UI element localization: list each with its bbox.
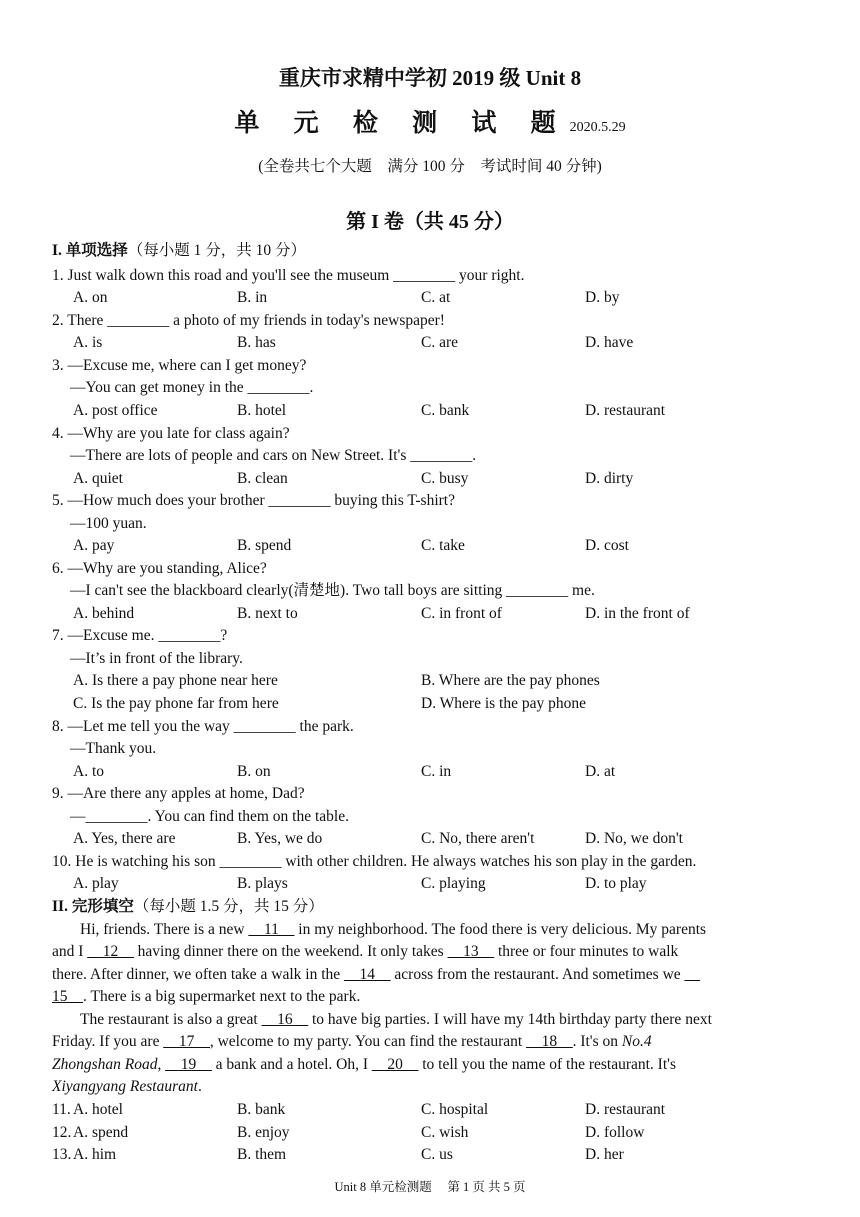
q9-option-a: A. Yes, there are [73,830,176,847]
q12-number: 12. [52,1124,72,1141]
section2-heading [52,897,324,917]
q13-option-a: A. him [73,1146,117,1163]
q13-option-b: B. them [237,1146,287,1163]
q10-stem: 10. He is watching his son ________ with other children. He always watches his son play in the garden. [52,853,697,870]
q7-option-c: C. Is the pay phone far from here [73,695,279,712]
q1-option-c: C. at [421,289,451,306]
q5-stem: 5. —How much does your brother ________ buying this T-shirt? [52,492,455,509]
passage-p1-line4 [52,987,360,1007]
q4-stem-line2: —There are lots of people and cars on New Street. It's ________. [70,447,477,464]
q4-option-a: A. quiet [73,470,123,487]
passage-text: . It's on [572,1033,622,1050]
q9-option-b: B. Yes, we do [237,830,323,847]
section1-note: （每小题 1 分，共 10 分） [127,242,307,259]
passage-text: having dinner there on the weekend. It only takes [133,943,448,960]
q3-option-a: A. post office [73,402,158,419]
q2-stem: 2. There ________ a photo of my friends in today's newspaper! [52,312,445,329]
passage-text: Hi, friends. There is a new [80,921,249,938]
q10-option-a: A. play [73,875,119,892]
q6-stem-line2: —I can't see the blackboard clearly(清楚地). Two tall boys are sitting ________ me. [70,582,595,599]
exam-date: 2020.5.29 [569,120,626,135]
blank-20: __20__ [371,1056,419,1073]
q10-option-c: C. playing [421,875,486,892]
page-footer: Unit 8 单元检测题 第 1 页 共 5 页 [334,1180,526,1194]
q1-option-a: A. on [73,289,108,306]
passage-italic: Xiyangyang Restaurant [52,1078,198,1095]
q11-option-c: C. hospital [421,1101,489,1118]
passage-italic: Zhongshan Road [52,1056,158,1073]
q8-option-a: A. to [73,763,104,780]
q3-option-b: B. hotel [237,402,287,419]
q8-stem: 8. —Let me tell you the way ________ the park. [52,718,354,735]
q5-option-b: B. spend [237,537,292,554]
q12-option-b: B. enjoy [237,1124,290,1141]
q13-option-d: D. her [585,1146,624,1163]
q7-option-a: A. Is there a pay phone near here [73,672,278,689]
q4-option-d: D. dirty [585,470,634,487]
passage-text: Friday. If you are [52,1033,164,1050]
passage-text: a bank and a hotel. Oh, I [211,1056,372,1073]
passage-text: to have big parties. I will have my 14th birthday party there next [308,1011,712,1028]
passage-italic: No.4 [621,1033,652,1050]
q8-stem-line2: —Thank you. [70,740,157,757]
passage-text: to tell you the name of the restaurant. It's [418,1056,676,1073]
section2-title: II. 完形填空 [52,898,134,915]
passage-p2-line3 [52,1055,676,1075]
q13-number: 13. [52,1146,72,1163]
q7-stem: 7. —Excuse me. ________? [52,627,228,644]
q4-stem: 4. —Why are you late for class again? [52,425,290,442]
passage-p1-line1 [80,920,706,940]
blank-16: __16__ [261,1011,309,1028]
passage-text: there. After dinner, we often take a walk in the [52,966,345,983]
blank-19: __19__ [165,1056,212,1073]
q3-option-c: C. bank [421,402,470,419]
passage-text: , [157,1056,166,1073]
q12-option-c: C. wish [421,1124,469,1141]
q3-option-d: D. restaurant [585,402,666,419]
exam-info: (全卷共七个大题 满分 100 分 考试时间 40 分钟) [258,158,602,175]
q2-option-d: D. have [585,334,634,351]
q1-option-b: B. in [237,289,268,306]
q3-stem: 3. —Excuse me, where can I get money? [52,357,307,374]
blank-12: __12__ [87,943,134,960]
q8-option-b: B. on [237,763,271,780]
q7-stem-line2: —It’s in front of the library. [70,650,243,667]
q1-stem: 1. Just walk down this road and you'll see the museum ________ your right. [52,267,525,284]
blank-14: __14__ [344,966,391,983]
passage-text: across from the restaurant. And sometimes we [390,966,685,983]
q5-option-d: D. cost [585,537,629,554]
q6-option-a: A. behind [73,605,135,622]
passage-text: , welcome to my party. You can find the restaurant [209,1033,527,1050]
q11-number: 11. [52,1101,71,1118]
passage-p2-line4 [52,1077,202,1097]
blank-13: __13__ [447,943,495,960]
q6-option-d: D. in the front of [585,605,690,622]
section1-title: I. 单项选择 [52,242,128,259]
q7-option-d: D. Where is the pay phone [421,695,586,712]
passage-text: The restaurant is also a great [80,1011,262,1028]
q11-option-a: A. hotel [73,1101,123,1118]
q4-option-b: B. clean [237,470,288,487]
passage-p1-line3 [52,965,700,985]
q2-option-c: C. are [421,334,459,351]
q5-option-c: C. take [421,537,465,554]
q2-option-b: B. has [237,334,276,351]
passage-text: . [197,1078,202,1095]
passage-text: and I [52,943,88,960]
q5-option-a: A. pay [73,537,115,554]
passage-p2-line1 [80,1010,712,1030]
q8-option-d: D. at [585,763,616,780]
q12-option-a: A. spend [73,1124,129,1141]
section2-note: （每小题 1.5 分，共 15 分） [133,898,324,915]
q3-stem-line2: —You can get money in the ________. [70,379,314,396]
blank-17: __17__ [163,1033,210,1050]
q13-option-c: C. us [421,1146,453,1163]
q2-option-a: A. is [73,334,103,351]
q1-option-d: D. by [585,289,620,306]
q6-option-b: B. next to [237,605,298,622]
q12-option-d: D. follow [585,1124,645,1141]
q6-option-c: C. in front of [421,605,502,622]
q6-stem: 6. —Why are you standing, Alice? [52,560,267,577]
exam-subtitle [0,103,860,139]
q9-stem-line2: —________. You can find them on the table. [70,808,349,825]
blank-15-start: __ [684,966,701,983]
q11-option-d: D. restaurant [585,1101,666,1118]
q5-stem-line2: —100 yuan. [70,515,147,532]
passage-text: three or four minutes to walk [494,943,679,960]
blank-15: 15__ [52,988,83,1005]
passage-text: . There is a big supermarket next to the park. [83,988,361,1005]
blank-11: __11__ [248,921,295,938]
passage-p1-line2 [52,942,678,962]
exam-title: 重庆市求精中学初 2019 级 Unit 8 [278,66,582,90]
q9-option-d: D. No, we don't [585,830,683,847]
volume-heading: 第 I 卷（共 45 分） [346,211,514,233]
subtitle-main: 单 元 检 测 试 题 [234,110,570,137]
passage-p2-line2 [52,1032,652,1052]
q10-option-d: D. to play [585,875,647,892]
q9-stem: 9. —Are there any apples at home, Dad? [52,785,305,802]
q9-option-c: C. No, there aren't [421,830,535,847]
q8-option-c: C. in [421,763,452,780]
q11-option-b: B. bank [237,1101,286,1118]
passage-text: in my neighborhood. The food there is very delicious. My parents [294,921,707,938]
blank-18: __18__ [526,1033,573,1050]
q7-option-b: B. Where are the pay phones [421,672,600,689]
section1-heading [52,241,306,261]
q4-option-c: C. busy [421,470,469,487]
q10-option-b: B. plays [237,875,288,892]
